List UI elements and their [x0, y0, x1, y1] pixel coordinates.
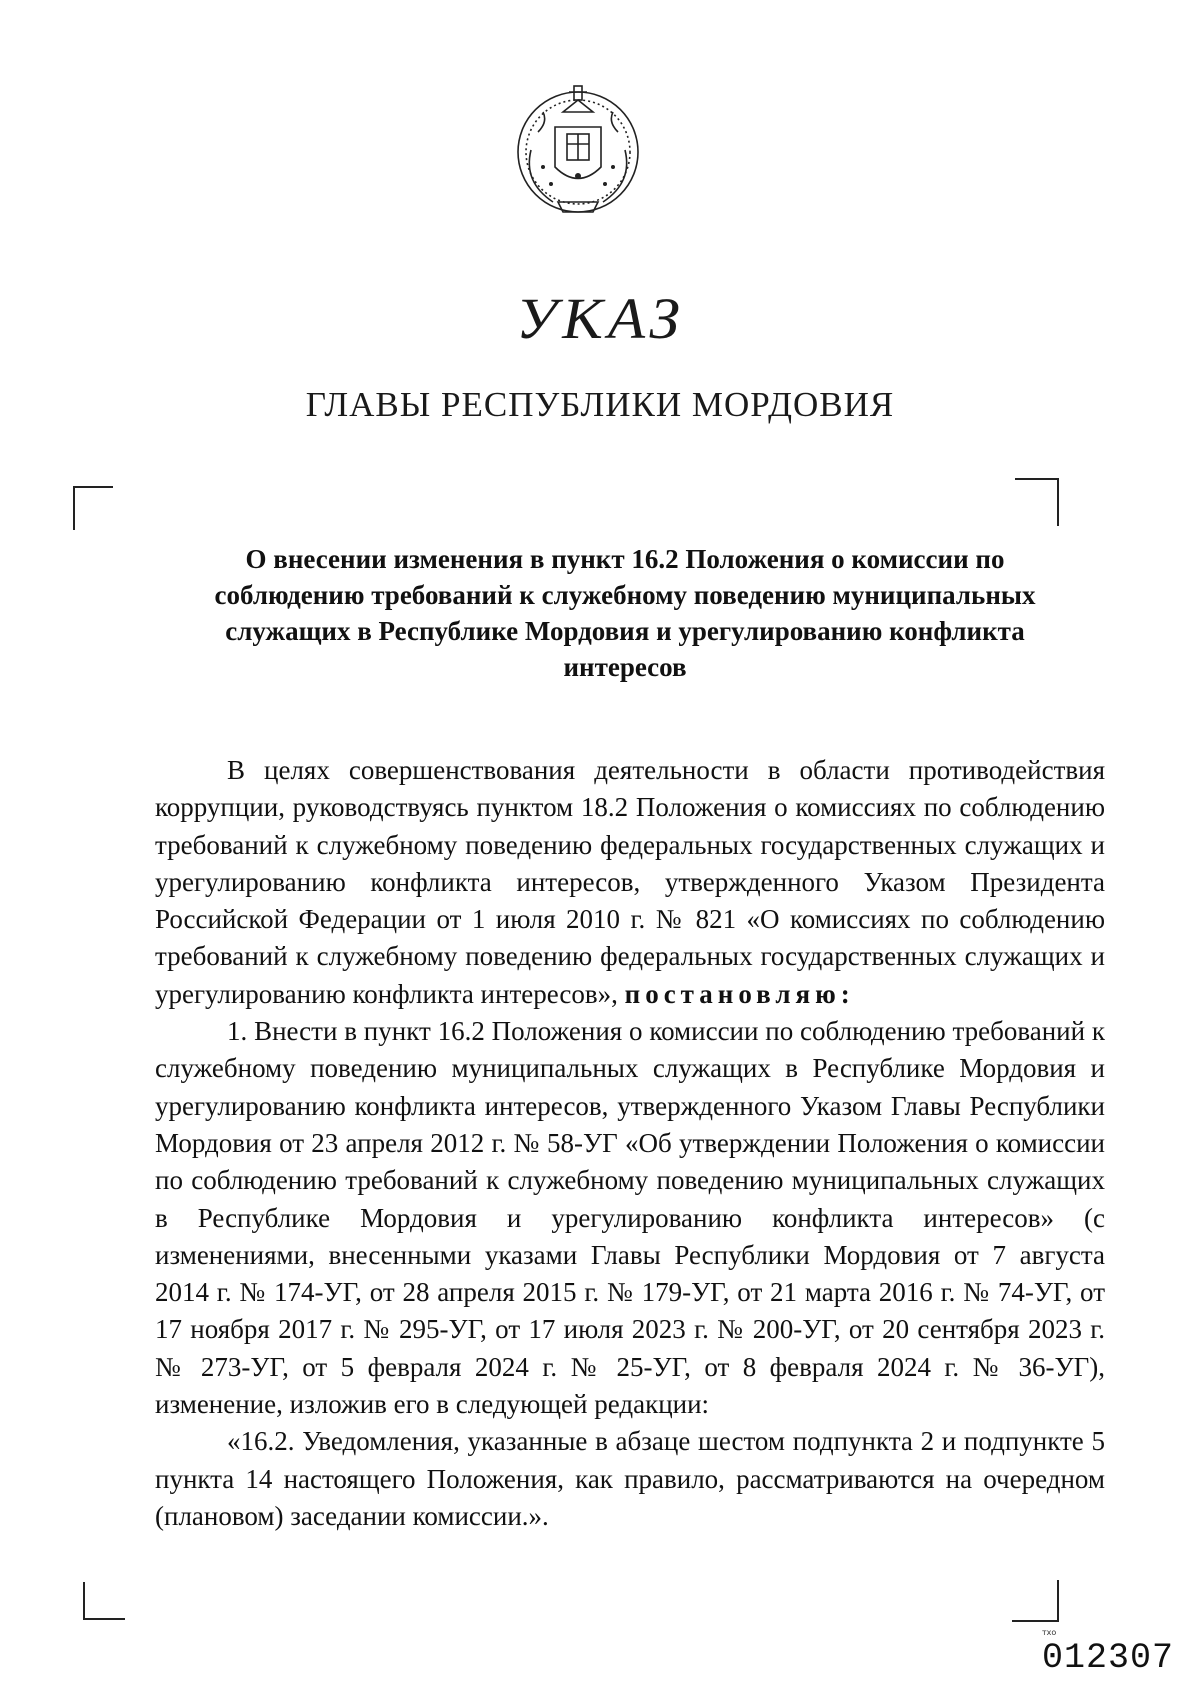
document-body	[155, 752, 1105, 1535]
quoted-amendment-paragraph: «16.2. Уведомления, указанные в абзаце шестом подпункта 2 и подпункте 5 пункта 14 настоящего Положения, как правило, рассматриваются на очередном (плановом) заседании комиссии.».	[155, 1426, 1105, 1531]
coat-of-arms-icon	[503, 72, 653, 222]
preamble-text: В целях совершенствования деятельности в области противодействия коррупции, руководствуясь пунктом 18.2 Положения о комиссиях по соблюдению требований к служебному поведению федеральных государственных служащих и урегулированию конфликта интересов, утвержденного Указом Президента Российской Федерации от 1 июля 2010 г. № 821 «О комиссиях по соблюдению требований к служебному поведению федеральных государственных служащих и урегулированию конфликта интересов»,	[155, 755, 1105, 1009]
corner-mark-bottom-right	[1012, 1580, 1059, 1622]
state-emblem	[503, 72, 653, 222]
corner-mark-bottom-left	[83, 1582, 125, 1620]
point-1-paragraph: 1. Внести в пункт 16.2 Положения о комиссии по соблюдению требований к служебному поведению муниципальных служащих в Республике Мордовия и урегулированию конфликта интересов, утвержденного Указом Главы Республики Мордовия от 23 апреля 2012 г. № 58-УГ «Об утверждении Положения о комиссии по соблюдению требований к служебному поведению муниципальных служащих в Республике Мордовия и урегулированию конфликта интересов» (с изменениями, внесенными указами Главы Республики Мордовия от 7 августа 2014 г. № 174-УГ, от 28 апреля 2015 г. № 179-УГ, от 21 марта 2016 г. № 74-УГ, от 17 ноября 2017 г. № 295-УГ, от 17 июля 2023 г. № 200-УГ, от 20 сентября 2023 г. № 273-УГ, от 5 февраля 2024 г. № 25-УГ, от 8 февраля 2024 г. № 36-УГ), изменение, изложив его в следующей редакции:	[155, 1016, 1105, 1420]
document-heading	[185, 541, 1065, 685]
document-subtitle: ГЛАВЫ РЕСПУБЛИКИ МОРДОВИЯ	[305, 385, 895, 424]
corner-mark-top-right	[1015, 478, 1059, 526]
heading-line: служащих в Республике Мордовия и урегулированию конфликта	[225, 616, 1025, 646]
form-label: тхо	[1042, 1628, 1057, 1637]
preamble-paragraph	[155, 752, 1105, 1013]
corner-mark-top-left	[73, 486, 113, 530]
heading-line: интересов	[563, 652, 687, 682]
decree-word: постановляю:	[624, 978, 855, 1009]
heading-line: соблюдению требований к служебному поведению муниципальных	[214, 580, 1036, 610]
form-number: 012307	[1042, 1638, 1175, 1678]
document-title: УКАЗ	[515, 286, 685, 351]
heading-line: О внесении изменения в пункт 16.2 Положения о комиссии по	[245, 544, 1005, 574]
